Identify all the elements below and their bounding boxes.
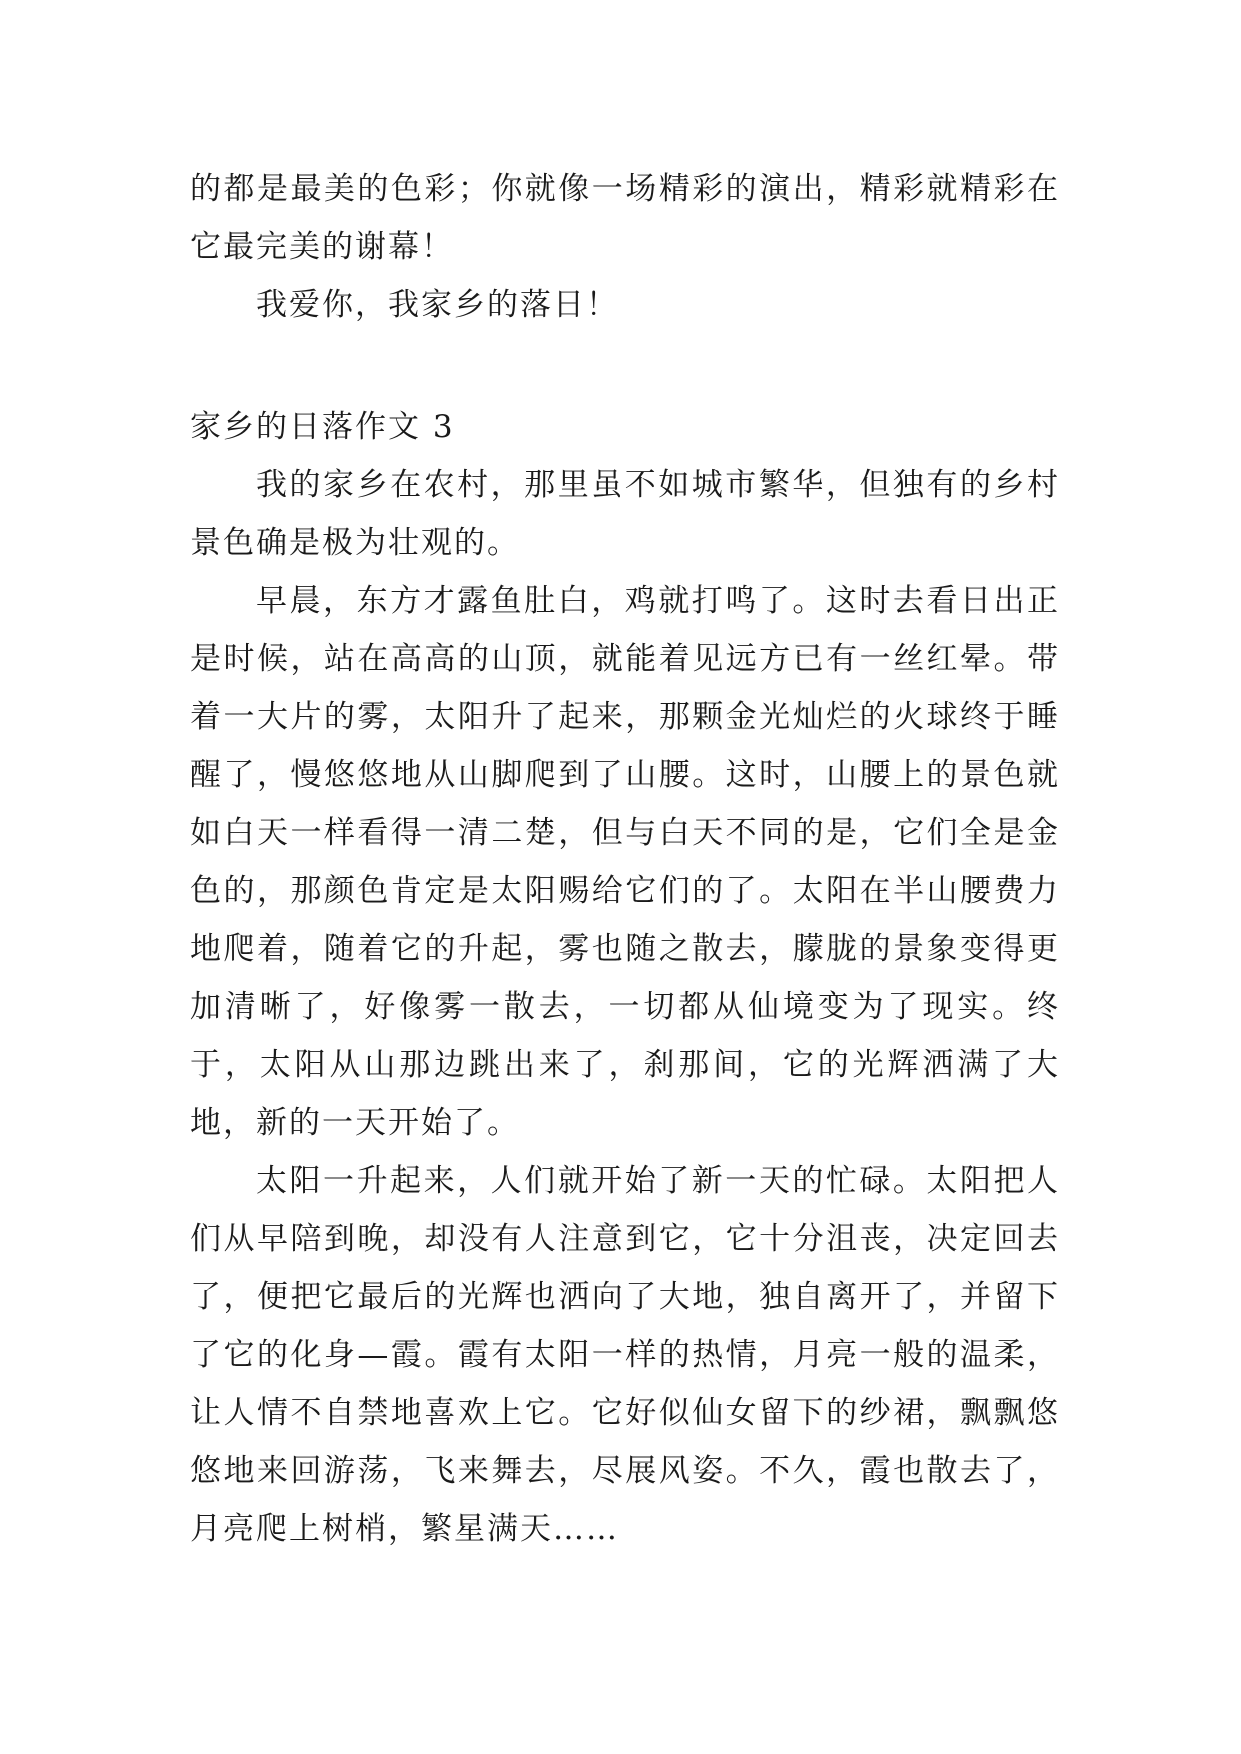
paragraph-sunrise: 早晨，东方才露鱼肚白，鸡就打鸣了。这时去看日出正是时候，站在高高的山顶，就能着见远方已有一丝红晕。带着一大片的雾，太阳升了起来，那颗金光灿烂的火球终于睡醒了，慢悠悠地从山脚爬到了山腰。这时，山腰上的景色就如白天一样看得一清二楚，但与白天不同的是，它们全是金色的，那颜色肯定是太阳赐给它们的了。太阳在半山腰费力地爬着，随着它的升起，雾也随之散去，朦胧的景象变得更加清晰了，好像雾一散去，一切都从仙境变为了现实。终于，太阳从山那边跳出来了，刹那间，它的光辉洒满了大地，新的一天开始了。 [190,583,1060,1141]
section-gap [190,334,1060,398]
section-title: 家乡的日落作文 3 [190,409,455,445]
document-body [190,160,1060,1558]
continued-paragraph: 的都是最美的色彩；你就像一场精彩的演出，精彩就精彩在它最完美的谢幕！ [190,171,1060,265]
closing-line: 我爱你，我家乡的落日！ [256,287,619,323]
paragraph-sunset: 太阳一升起来，人们就开始了新一天的忙碌。太阳把人们从早陪到晚，却没有人注意到它，它十分沮丧，决定回去了，便把它最后的光辉也洒向了大地，独自离开了，并留下了它的化身—霞。霞有太阳一样的热情，月亮一般的温柔，让人情不自禁地喜欢上它。它好似仙女留下的纱裙，飘飘悠悠地来回游荡，飞来舞去，尽展风姿。不久，霞也散去了，月亮爬上树梢，繁星满天…… [190,1163,1060,1547]
paragraph-intro: 我的家乡在农村，那里虽不如城市繁华，但独有的乡村景色确是极为壮观的。 [190,467,1060,561]
